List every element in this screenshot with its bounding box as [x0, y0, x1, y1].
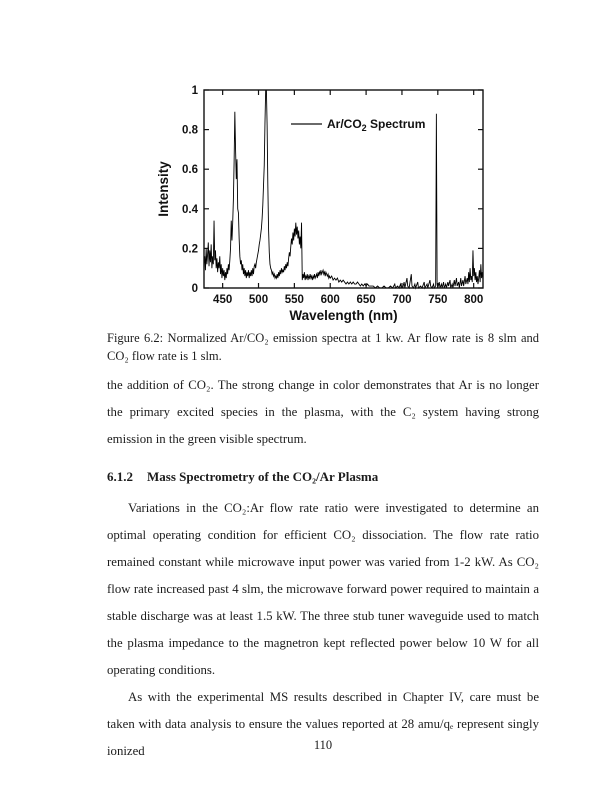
x-tick-label: 750 [428, 294, 448, 306]
section-heading [107, 468, 539, 486]
paragraph-ms-analysis: As with the experimental MS results described in Chapter IV, care must be taken with data analysis to ensure the values reported at 28 amu/qₑ represent singly ionized [107, 690, 539, 758]
paragraph-flow-rate-study: Variations in the CO₂:Ar flow rate ratio were investigated to determine an optimal operating condition for efficient CO₂ dissociation. The flow rate ratio remained constant while microwave input power was varied from 1-2 kW. As CO₂ flow rate increased past 4 slm, the microwave forward power required to maintain a stable discharge was at least 1.5 kW. The three stub tuner waveguide used to match the plasma impedance to the magnetron kept reflected power below 10 W for all operating conditions. [107, 501, 539, 677]
paragraph-continuation: the addition of CO₂. The strong change in color demonstrates that Ar is no longer the primary excited species in the plasma, with the C₂ system having strong emission in the green visible spectrum. [107, 378, 539, 446]
section-number: 6.1.2 [107, 469, 133, 484]
x-tick-label: 500 [248, 294, 269, 306]
x-tick-label: 700 [392, 294, 412, 306]
x-tick-label: 800 [464, 294, 484, 306]
body-text [107, 372, 539, 765]
x-tick-label: 600 [320, 294, 340, 306]
y-axis-label: Intensity [156, 161, 171, 217]
y-tick-label: 0.8 [182, 124, 198, 137]
figure-caption: Figure 6.2: Normalized Ar/CO₂ emission spectra at 1 kw. Ar flow rate is 8 slm and CO₂ flow rate is 1 slm. [107, 331, 539, 363]
x-tick-label: 550 [284, 294, 304, 306]
y-tick-label: 0.4 [182, 203, 198, 216]
figure-6-2 [146, 80, 498, 324]
y-tick-label: 0 [191, 283, 198, 295]
emission-spectrum-chart [146, 80, 498, 324]
y-tick-label: 0.6 [182, 164, 198, 177]
y-tick-label: 0.2 [182, 243, 198, 256]
y-tick-label: 1 [191, 85, 198, 97]
x-axis-label: Wavelength (nm) [289, 308, 398, 323]
section-title: Mass Spectrometry of the CO₂/Ar Plasma [147, 469, 379, 484]
x-tick-label: 450 [213, 294, 233, 306]
legend-label: $Ar/CO_2$ Spectrum [327, 117, 426, 133]
x-tick-label: 650 [356, 294, 376, 306]
page-number: 110 [313, 738, 333, 752]
